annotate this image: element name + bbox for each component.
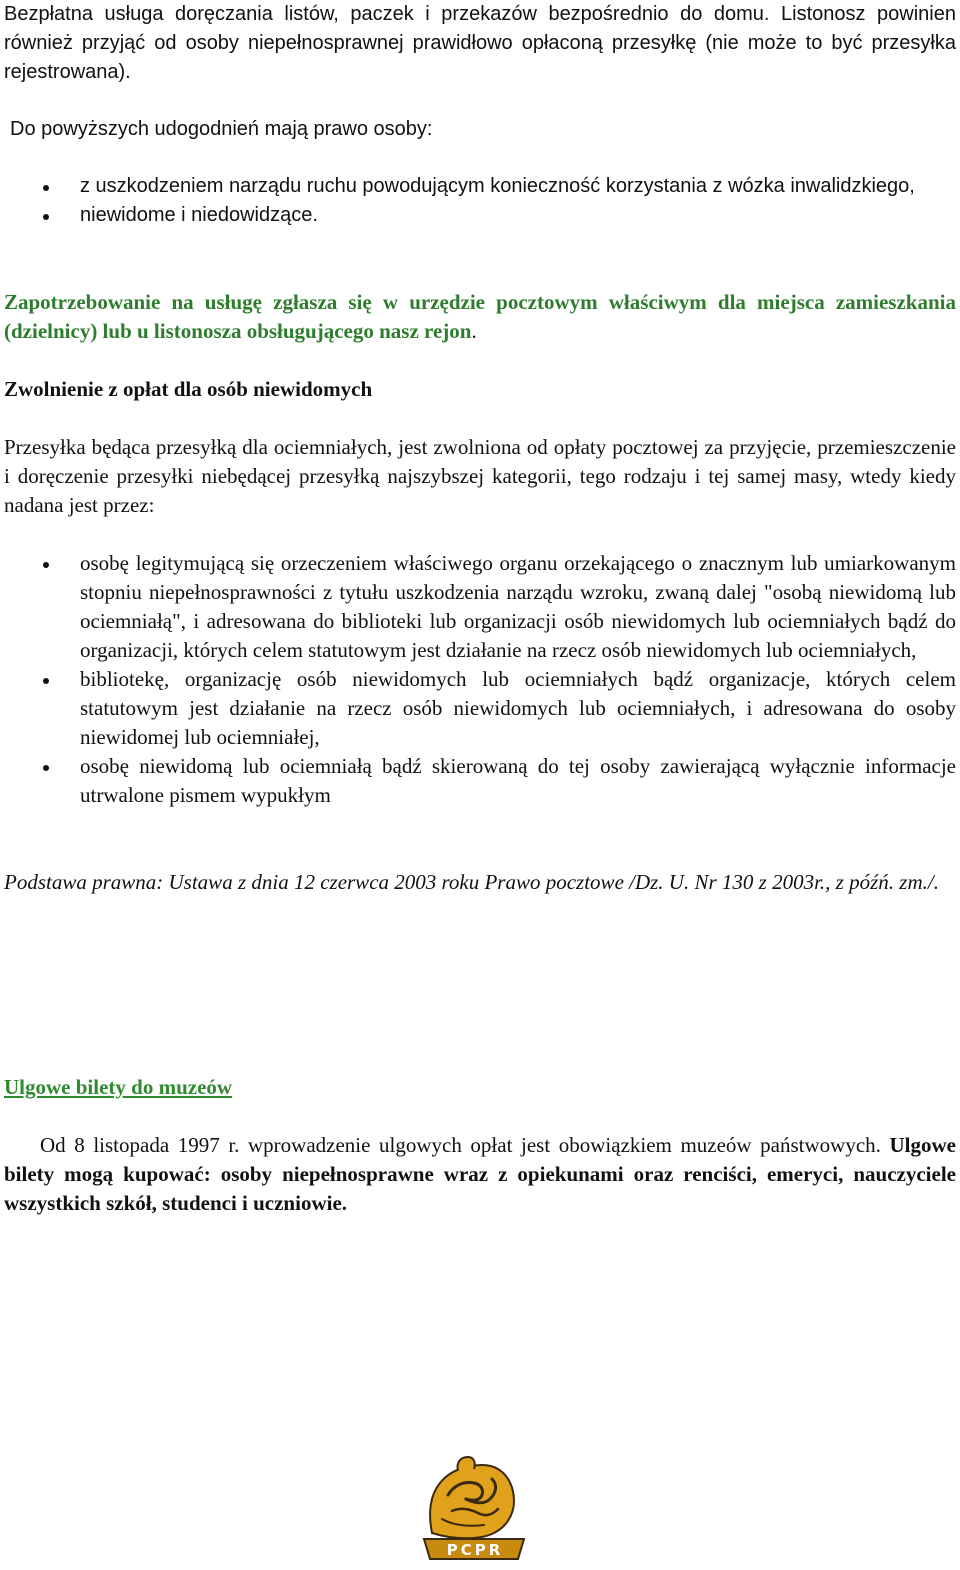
intro-paragraph: Bezpłatna usługa doręczania listów, paczek i przekazów bezpośrednio do domu. Listonosz powinien również przyjąć od osoby niepełnosprawnej prawidłowo opłaconą przesyłkę (nie może to być przesyłka rejestrowana). [4, 3, 956, 83]
bullet-icon [43, 562, 49, 568]
legal-basis: Podstawa prawna: Ustawa z dnia 12 czerwca 2003 roku Prawo pocztowe /Dz. U. Nr 130 z 2003r., z późń. zm./. [4, 870, 939, 894]
request-note-text: Zapotrzebowanie na usługę zgłasza się w urzędzie pocztowym właściwym dla miejsca zamieszkania (dzielnicy) lub u listonosza obsługującego nasz rejon [4, 290, 956, 343]
list-item [4, 549, 956, 665]
list-item-text: osobę legitymującą się orzeczeniem właściwego organu orzekającego o znacznym lub umiarkowanym stopniu niepełnosprawności z tytułu uszkodzenia narządu wzroku, zwaną dalej "osobą niewidomą lub ociemniałą", i adresowana do biblioteki lub organizacji osób niewidomych lub ociemniałych bądź do organizacji, których celem statutowym jest działanie na rzecz osób niewidomych lub ociemniałych, [80, 551, 956, 662]
request-note [4, 288, 956, 346]
section-heading: Zwolnienie z opłat dla osób niewidomych [4, 377, 373, 401]
logo-text: PCPR [446, 1541, 504, 1559]
pcpr-logo [418, 1455, 530, 1565]
list-item-text: niewidome i niedowidzące. [80, 204, 318, 226]
list-item-text: bibliotekę, organizację osób niewidomych lub ociemniałych bądź organizacje, których celem statutowym jest działanie na rzecz osób niewidomych lub ociemniałych, i adresowana do osoby niewidomej lub ociemniałej, [80, 667, 956, 749]
list-item-text: z uszkodzeniem narządu ruchu powodującym konieczność korzystania z wózka inwalidzkiego, [80, 175, 915, 197]
blind-paragraph: Przesyłka będąca przesyłką dla ociemniałych, jest zwolniona od opłaty pocztowej za przyjęcie, przemieszczenie i doręczenie przesyłki niebędącej przesyłką najszybszej kategorii, tego rodzaju i tej samej masy, wtedy kiedy nadana jest przez: [4, 435, 956, 517]
museums-paragraph [4, 1131, 956, 1218]
museums-link[interactable]: Ulgowe bilety do muzeów [4, 1075, 233, 1099]
museums-heading [4, 1073, 956, 1102]
blind-list [4, 549, 956, 810]
rights-heading: Do powyższych udogodnień mają prawo osoby: [10, 118, 433, 140]
list-item [4, 665, 956, 752]
museums-text-bold: Ulgowe bilety mogą kupować: osoby niepełnosprawne wraz z opiekunami oraz renciści, emeryci, nauczyciele wszystkich szkół, studenci i uczniowie. [4, 1133, 957, 1215]
bullet-icon [43, 678, 49, 684]
list-item [4, 172, 956, 201]
bullet-icon [43, 765, 49, 771]
bullet-icon [43, 185, 49, 191]
list-item [4, 201, 956, 230]
bullet-icon [43, 214, 49, 220]
list-item [4, 752, 956, 810]
request-note-period: . [471, 319, 477, 343]
rights-list [4, 172, 956, 230]
museums-text: Od 8 listopada 1997 r. wprowadzenie ulgowych opłat jest obowiązkiem muzeów państwowych. [40, 1133, 881, 1157]
list-item-text: osobę niewidomą lub ociemniałą bądź skierowaną do tej osoby zawierającą wyłącznie informacje utrwalone pismem wypukłym [80, 754, 956, 807]
